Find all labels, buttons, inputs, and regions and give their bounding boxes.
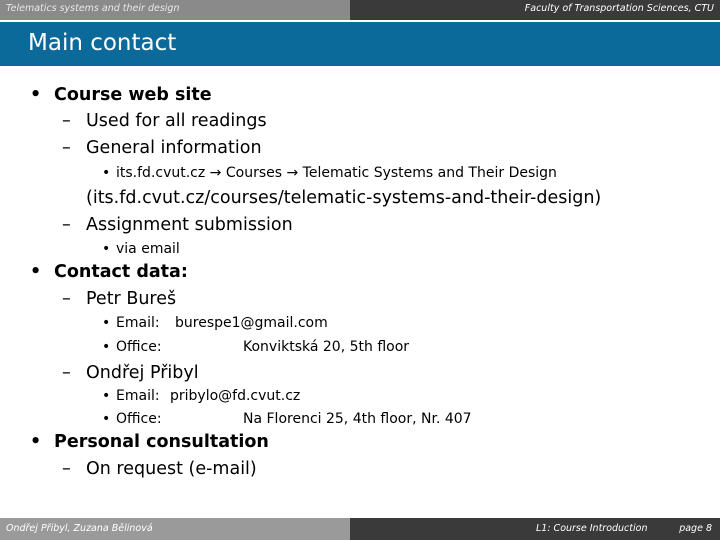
item-path: its.fd.cvut.cz → Courses → Telematic Systems and Their Design — [116, 165, 557, 181]
dash-marker: – — [62, 215, 71, 235]
footer-bar — [0, 518, 720, 540]
bullet-dot: • — [102, 388, 111, 404]
item-used-for-readings: Used for all readings — [86, 111, 267, 131]
footer-page-number: page 8 — [679, 523, 712, 534]
person2-email-label: Email: — [116, 388, 160, 404]
person2-office: Na Florenci 25, 4th floor, Nr. 407 — [243, 411, 472, 427]
title-bar — [0, 22, 720, 66]
item-via-email: via email — [116, 241, 180, 257]
person1-office: Konviktská 20, 5th floor — [243, 339, 410, 355]
dash-marker: – — [62, 111, 71, 131]
bullet-dot: • — [102, 165, 111, 181]
person2-name: Ondřej Přibyl — [86, 363, 199, 383]
faculty-label: Faculty of Transportation Sciences, CTU — [524, 3, 714, 14]
person1-name: Petr Bureš — [86, 289, 177, 309]
item-personal-consultation: Personal consultation — [54, 432, 269, 452]
bullet-dot: • — [102, 241, 111, 257]
item-general-information: General information — [86, 138, 262, 158]
dash-marker: – — [62, 289, 71, 309]
bullet-dot: • — [30, 85, 42, 105]
header-left-panel — [0, 0, 350, 20]
dash-marker: – — [62, 138, 71, 158]
item-url: (its.fd.cvut.cz/courses/telematic-systems-and-their-design) — [86, 188, 602, 208]
person1-office-label: Office: — [116, 339, 162, 355]
course-name-label: Telematics systems and their design — [6, 3, 180, 14]
item-assignment-submission: Assignment submission — [86, 215, 293, 235]
bullet-dot: • — [102, 315, 111, 331]
footer-right-panel — [350, 518, 720, 540]
person2-email: pribylo@fd.cvut.cz — [170, 388, 301, 404]
header-right-panel — [350, 0, 720, 20]
slide-title: Main contact — [28, 30, 177, 56]
person1-email: burespe1@gmail.com — [175, 315, 328, 331]
bullet-dot: • — [30, 432, 42, 452]
item-course-web-site: Course web site — [54, 85, 212, 105]
bullet-dot: • — [102, 411, 111, 427]
item-on-request: On request (e-mail) — [86, 459, 257, 479]
footer-lecture: L1: Course Introduction — [536, 523, 648, 534]
person2-office-label: Office: — [116, 411, 162, 427]
bullet-dot: • — [30, 262, 42, 282]
person1-email-label: Email: — [116, 315, 160, 331]
top-header-bar — [0, 0, 720, 20]
bullet-dot: • — [102, 339, 111, 355]
dash-marker: – — [62, 363, 71, 383]
footer-authors: Ondřej Přibyl, Zuzana Bělinová — [6, 523, 153, 534]
footer-left-panel — [0, 518, 350, 540]
dash-marker: – — [62, 459, 71, 479]
item-contact-data: Contact data: — [54, 262, 188, 282]
